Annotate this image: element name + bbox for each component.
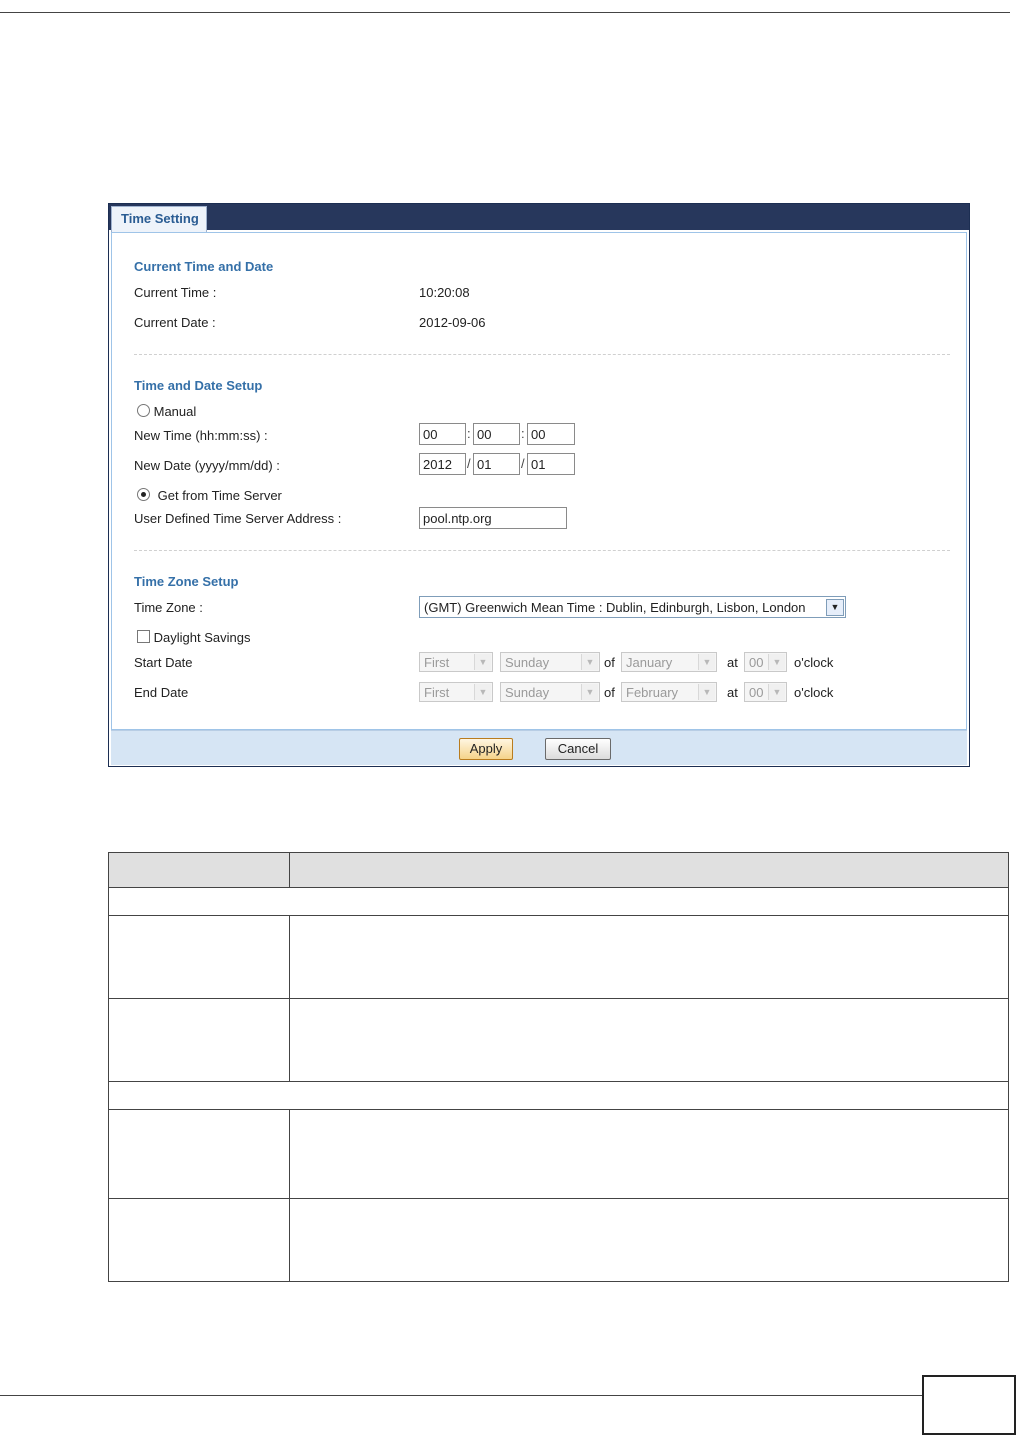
- divider: [134, 550, 950, 551]
- new-date-label: New Date (yyyy/mm/dd) :: [134, 458, 280, 473]
- end-day-select[interactable]: [500, 682, 600, 702]
- time-server-label: Get from Time Server: [157, 488, 282, 503]
- table-row: [109, 1110, 1009, 1199]
- chevron-down-icon[interactable]: ▼: [768, 654, 785, 670]
- top-rule: [0, 12, 1010, 13]
- manual-radio[interactable]: [137, 404, 150, 417]
- date-separator: /: [467, 456, 471, 471]
- time-zone-select[interactable]: [419, 596, 846, 618]
- time-server-option[interactable]: [137, 488, 282, 503]
- setup-section-title: Time and Date Setup: [134, 378, 263, 393]
- end-month-value: February: [626, 685, 679, 700]
- server-address-input[interactable]: pool.ntp.org: [419, 507, 567, 529]
- description-table: [108, 852, 1009, 1282]
- table-row: [109, 1199, 1009, 1282]
- current-time-value: 10:20:08: [419, 285, 470, 300]
- new-time-label: New Time (hh:mm:ss) :: [134, 428, 268, 443]
- new-date-year-input[interactable]: 2012: [419, 453, 466, 475]
- zone-section-title: Time Zone Setup: [134, 574, 239, 589]
- cancel-button[interactable]: Cancel: [545, 738, 611, 760]
- date-separator: /: [521, 456, 525, 471]
- table-cell: [290, 1110, 1009, 1199]
- start-date-label: Start Date: [134, 655, 193, 670]
- table-row: [109, 1082, 1009, 1110]
- table-header-row: [109, 853, 1009, 888]
- end-hour-value: 00: [749, 685, 764, 700]
- current-date-label: Current Date :: [134, 315, 216, 330]
- end-of-label: of: [604, 685, 615, 700]
- time-zone-value: (GMT) Greenwich Mean Time : Dublin, Edinburgh, Lisbon, London: [424, 600, 806, 615]
- chevron-down-icon[interactable]: ▼: [698, 684, 715, 700]
- table-cell: [290, 999, 1009, 1082]
- table-header-cell: [290, 853, 1009, 888]
- apply-button[interactable]: Apply: [459, 738, 513, 760]
- chevron-down-icon[interactable]: ▼: [581, 654, 598, 670]
- end-at-label: at: [727, 685, 738, 700]
- table-cell: [109, 916, 290, 999]
- start-hour-select[interactable]: [744, 652, 787, 672]
- new-time-second-input[interactable]: 00: [527, 423, 575, 445]
- end-month-select[interactable]: [621, 682, 717, 702]
- chevron-down-icon[interactable]: ▼: [826, 599, 844, 616]
- manual-label: Manual: [153, 404, 197, 419]
- tab-time-setting[interactable]: Time Setting: [111, 206, 207, 232]
- end-week-select[interactable]: [419, 682, 493, 702]
- start-day-value: Sunday: [505, 655, 550, 670]
- start-oclock-label: o'clock: [794, 655, 834, 670]
- table-header-cell: [109, 853, 290, 888]
- table-cell: [290, 916, 1009, 999]
- chevron-down-icon[interactable]: ▼: [768, 684, 785, 700]
- chevron-down-icon[interactable]: ▼: [474, 684, 491, 700]
- table-row: [109, 916, 1009, 999]
- table-row: [109, 888, 1009, 916]
- time-separator: :: [467, 426, 471, 441]
- start-day-select[interactable]: [500, 652, 600, 672]
- bottom-rule: [0, 1395, 922, 1396]
- start-hour-value: 00: [749, 655, 764, 670]
- start-at-label: at: [727, 655, 738, 670]
- table-cell: [109, 999, 290, 1082]
- end-date-label: End Date: [134, 685, 189, 700]
- new-time-minute-input[interactable]: 00: [473, 423, 520, 445]
- chevron-down-icon[interactable]: ▼: [581, 684, 598, 700]
- current-time-label: Current Time :: [134, 285, 217, 300]
- table-cell: [109, 1110, 290, 1199]
- current-date-value: 2012-09-06: [419, 315, 486, 330]
- divider: [134, 354, 950, 355]
- time-separator: :: [521, 426, 525, 441]
- server-address-label: User Defined Time Server Address :: [134, 511, 342, 526]
- button-bar: [111, 730, 967, 765]
- end-hour-select[interactable]: [744, 682, 787, 702]
- page-number-box: [922, 1375, 1016, 1435]
- time-setting-panel: [108, 203, 970, 767]
- start-of-label: of: [604, 655, 615, 670]
- table-row: [109, 999, 1009, 1082]
- time-zone-label: Time Zone :: [134, 600, 203, 615]
- table-cell: [290, 1199, 1009, 1282]
- table-cell: [109, 888, 1009, 916]
- daylight-checkbox[interactable]: [137, 630, 150, 643]
- new-time-hour-input[interactable]: 00: [419, 423, 466, 445]
- end-week-value: First: [424, 685, 450, 700]
- new-date-day-input[interactable]: 01: [527, 453, 575, 475]
- tab-bar: [109, 204, 969, 230]
- start-week-select[interactable]: [419, 652, 493, 672]
- end-oclock-label: o'clock: [794, 685, 834, 700]
- current-section-title: Current Time and Date: [134, 259, 274, 274]
- table-cell: [109, 1082, 1009, 1110]
- daylight-option[interactable]: [137, 630, 250, 645]
- start-week-value: First: [424, 655, 450, 670]
- new-date-month-input[interactable]: 01: [473, 453, 520, 475]
- daylight-label: Daylight Savings: [153, 630, 251, 645]
- chevron-down-icon[interactable]: ▼: [698, 654, 715, 670]
- manual-option[interactable]: [137, 404, 196, 419]
- start-month-select[interactable]: [621, 652, 717, 672]
- table-cell: [109, 1199, 290, 1282]
- start-month-value: January: [626, 655, 673, 670]
- end-day-value: Sunday: [505, 685, 550, 700]
- settings-body: [111, 232, 967, 730]
- chevron-down-icon[interactable]: ▼: [474, 654, 491, 670]
- time-server-radio[interactable]: [137, 488, 150, 501]
